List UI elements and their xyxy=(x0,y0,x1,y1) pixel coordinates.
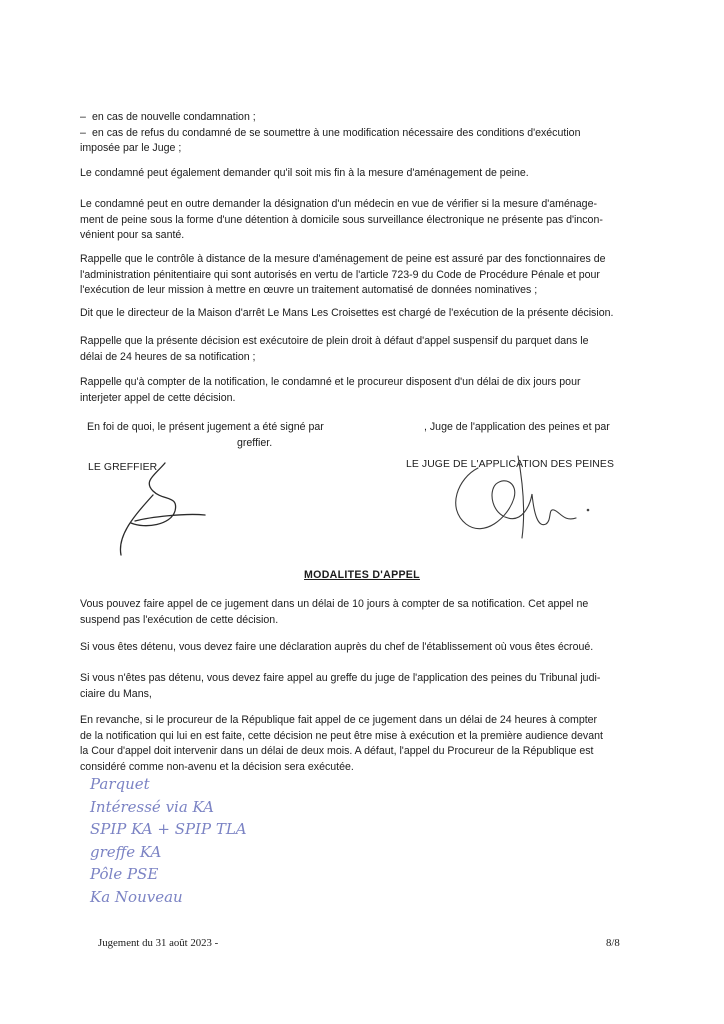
handwritten-note: Parquet xyxy=(90,775,150,793)
judge-signature xyxy=(418,448,608,548)
handwritten-note: Pôle PSE xyxy=(90,865,159,883)
appeal-section-title: MODALITES D'APPEL xyxy=(304,569,420,581)
signature-statement-right: , Juge de l'application des peines et par xyxy=(424,421,610,433)
handwritten-distribution-list xyxy=(90,773,330,908)
greffier-signature xyxy=(95,455,235,565)
signature-statement xyxy=(87,420,637,451)
appeal-paragraph-not-detained: Si vous n'êtes pas détenu, vous devez faire appel au greffe du juge de l'application des peines du Tribunal judi- ciaire du Mans, xyxy=(80,672,601,700)
appeal-paragraph-prosecutor: En revanche, si le procureur de la République fait appel de ce jugement dans un délai de 24 heures à compter de la notification qui lui en est faite, cette décision ne peut être mise à exécution et la première audience devant la Cour d'appel doit intervenir dans un délai de deux mois. A défaut, l'appel du Procureur de la République est considéré comme non-avenu et la décision sera exécutée. xyxy=(80,714,603,773)
handwritten-note: Ka Nouveau xyxy=(90,887,183,906)
signature-statement-greffier: greffier. xyxy=(237,436,273,449)
handwritten-note: greffe KA xyxy=(90,842,162,861)
page-number: 8/8 xyxy=(606,937,620,949)
list-item-continuation: imposée par le Juge ; xyxy=(80,142,182,154)
paragraph-director: Dit que le directeur de la Maison d'arrêt Le Mans Les Croisettes est chargé de l'exécution de la présente décision. xyxy=(80,307,614,319)
appeal-paragraph-detained: Si vous êtes détenu, vous devez faire une déclaration auprès du chef de l'établissement où vous êtes écroué. xyxy=(80,641,594,653)
list-item: – en cas de refus du condamné de se soumettre à une modification nécessaire des conditions d'exécution xyxy=(80,126,581,139)
handwritten-note: SPIP KA + SPIP TLA xyxy=(90,820,247,838)
conditions-list xyxy=(80,110,640,157)
signature-statement-left: En foi de quoi, le présent jugement a été signé par xyxy=(87,421,324,433)
paragraph-remote-control: Rappelle que le contrôle à distance de la mesure d'aménagement de peine est assuré par des fonctionnaires de l'administration pénitentiaire qui sont autorisés en vertu de l'article 723-9 du Code de Procédure Pénale et pour l'exécution de leur mission à mettre en œuvre un traitement automatisé de données nominatives ; xyxy=(80,253,606,296)
paragraph-medical-request: Le condamné peut en outre demander la désignation d'un médecin en vue de vérifier si la mesure d'aménage- ment de peine sous la forme d'une détention à domicile sous surveillance électronique ne présente pas d'incon- vénient pour sa santé. xyxy=(80,198,603,241)
judge-label: LE JUGE DE L'APPLICATION DES PEINES xyxy=(406,459,614,470)
paragraph-appeal-delay: Rappelle qu'à compter de la notification, le condamné et le procureur disposent d'un délai de dix jours pour interjeter appel de cette décision. xyxy=(80,376,581,404)
list-item: – en cas de nouvelle condamnation ; xyxy=(80,111,256,123)
greffier-label: LE GREFFIER xyxy=(88,462,158,473)
paragraph-enforceable: Rappelle que la présente décision est exécutoire de plein droit à défaut d'appel suspensif du parquet dans le délai de 24 heures de sa notification ; xyxy=(80,335,589,363)
paragraph-end-request: Le condamné peut également demander qu'il soit mis fin à la mesure d'aménagement de peine. xyxy=(80,167,529,179)
handwritten-note: Intéressé via KA xyxy=(90,797,214,816)
appeal-paragraph-delay: Vous pouvez faire appel de ce jugement dans un délai de 10 jours à compter de sa notification. Cet appel ne suspend pas l'exécution de cette décision. xyxy=(80,598,589,626)
footer-judgment-date: Jugement du 31 août 2023 - xyxy=(98,937,219,949)
